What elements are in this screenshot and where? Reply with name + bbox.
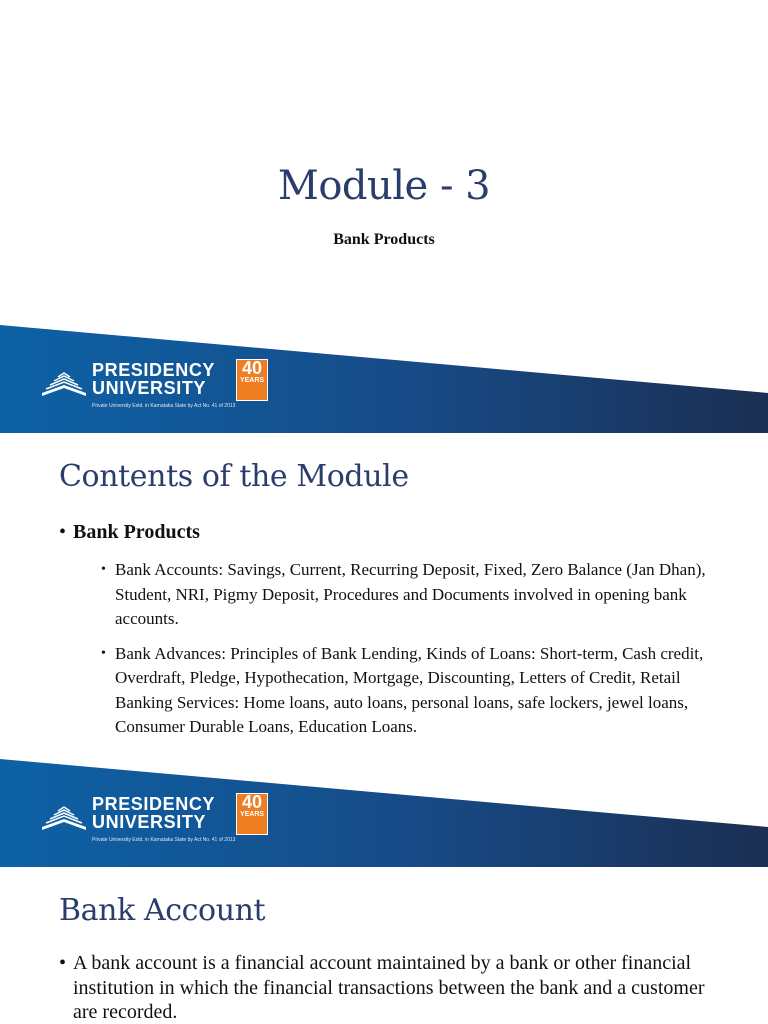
anniversary-badge [236, 793, 268, 835]
sub-list [101, 558, 728, 740]
open-book-icon [36, 363, 92, 403]
footer-band [0, 759, 768, 867]
slide-bank-account-heading: Bank Account [59, 893, 266, 928]
badge-word: YEARS [239, 377, 265, 384]
slide-subtitle: Bank Products [333, 231, 435, 248]
open-book-icon [36, 797, 92, 837]
contents-list [59, 521, 728, 750]
sub-bullet-text: Bank Advances: Principles of Bank Lending, Kinds of Loans: Short-term, Cash credit, Overdraft, Pledge, Hypothecation, Mortgage, Discounting, Letters of Credit, Retail Banking Services: Home loans, auto loans, personal loans, safe lockers, jewel loans, Consumer Durable Loans, Education Loans. [115, 643, 704, 736]
bullet-text: A bank account is a financial account maintained by a bank or other financial institution in which the financial transactions between the bank and a customer are recorded. [73, 952, 705, 1023]
list-item [59, 951, 728, 1024]
bullet-dot: • [101, 645, 106, 661]
anniversary-badge [236, 359, 268, 401]
list-item [59, 521, 728, 740]
logo-name-line2: UNIVERSITY [92, 812, 207, 832]
slide-contents-heading: Contents of the Module [59, 459, 409, 494]
logo-name-line2: UNIVERSITY [92, 378, 207, 398]
logo-tagline: Private University Estd. in Karnataka State by Act No. 41 of 2013 [92, 403, 236, 409]
logo-tagline: Private University Estd. in Karnataka State by Act No. 41 of 2013 [92, 837, 236, 843]
list-item [101, 558, 728, 632]
list-item [101, 642, 728, 740]
bullet-dot: • [101, 562, 106, 577]
bullet-text: Bank Products [73, 521, 200, 543]
bank-account-list [59, 951, 728, 1024]
university-logo [36, 357, 276, 415]
logo-name-line1: PRESIDENCY [92, 360, 216, 380]
sub-bullet-text: Bank Accounts: Savings, Current, Recurring Deposit, Fixed, Zero Balance (Jan Dhan), Student, NRI, Pigmy Deposit, Procedures and Documents involved in opening bank accounts. [115, 560, 706, 628]
slide-contents [0, 433, 768, 867]
badge-number: 40 [241, 792, 263, 812]
footer-band [0, 325, 768, 433]
logo-name-line1: PRESIDENCY [92, 794, 216, 814]
slide-bank-account [0, 867, 768, 1024]
university-logo [36, 791, 276, 849]
bullet-dot: • [59, 521, 67, 543]
bullet-dot: • [59, 952, 67, 974]
slide-title [0, 0, 768, 433]
slide-title-heading: Module - 3 [277, 163, 491, 209]
badge-word: YEARS [239, 811, 265, 818]
badge-number: 40 [241, 358, 263, 378]
